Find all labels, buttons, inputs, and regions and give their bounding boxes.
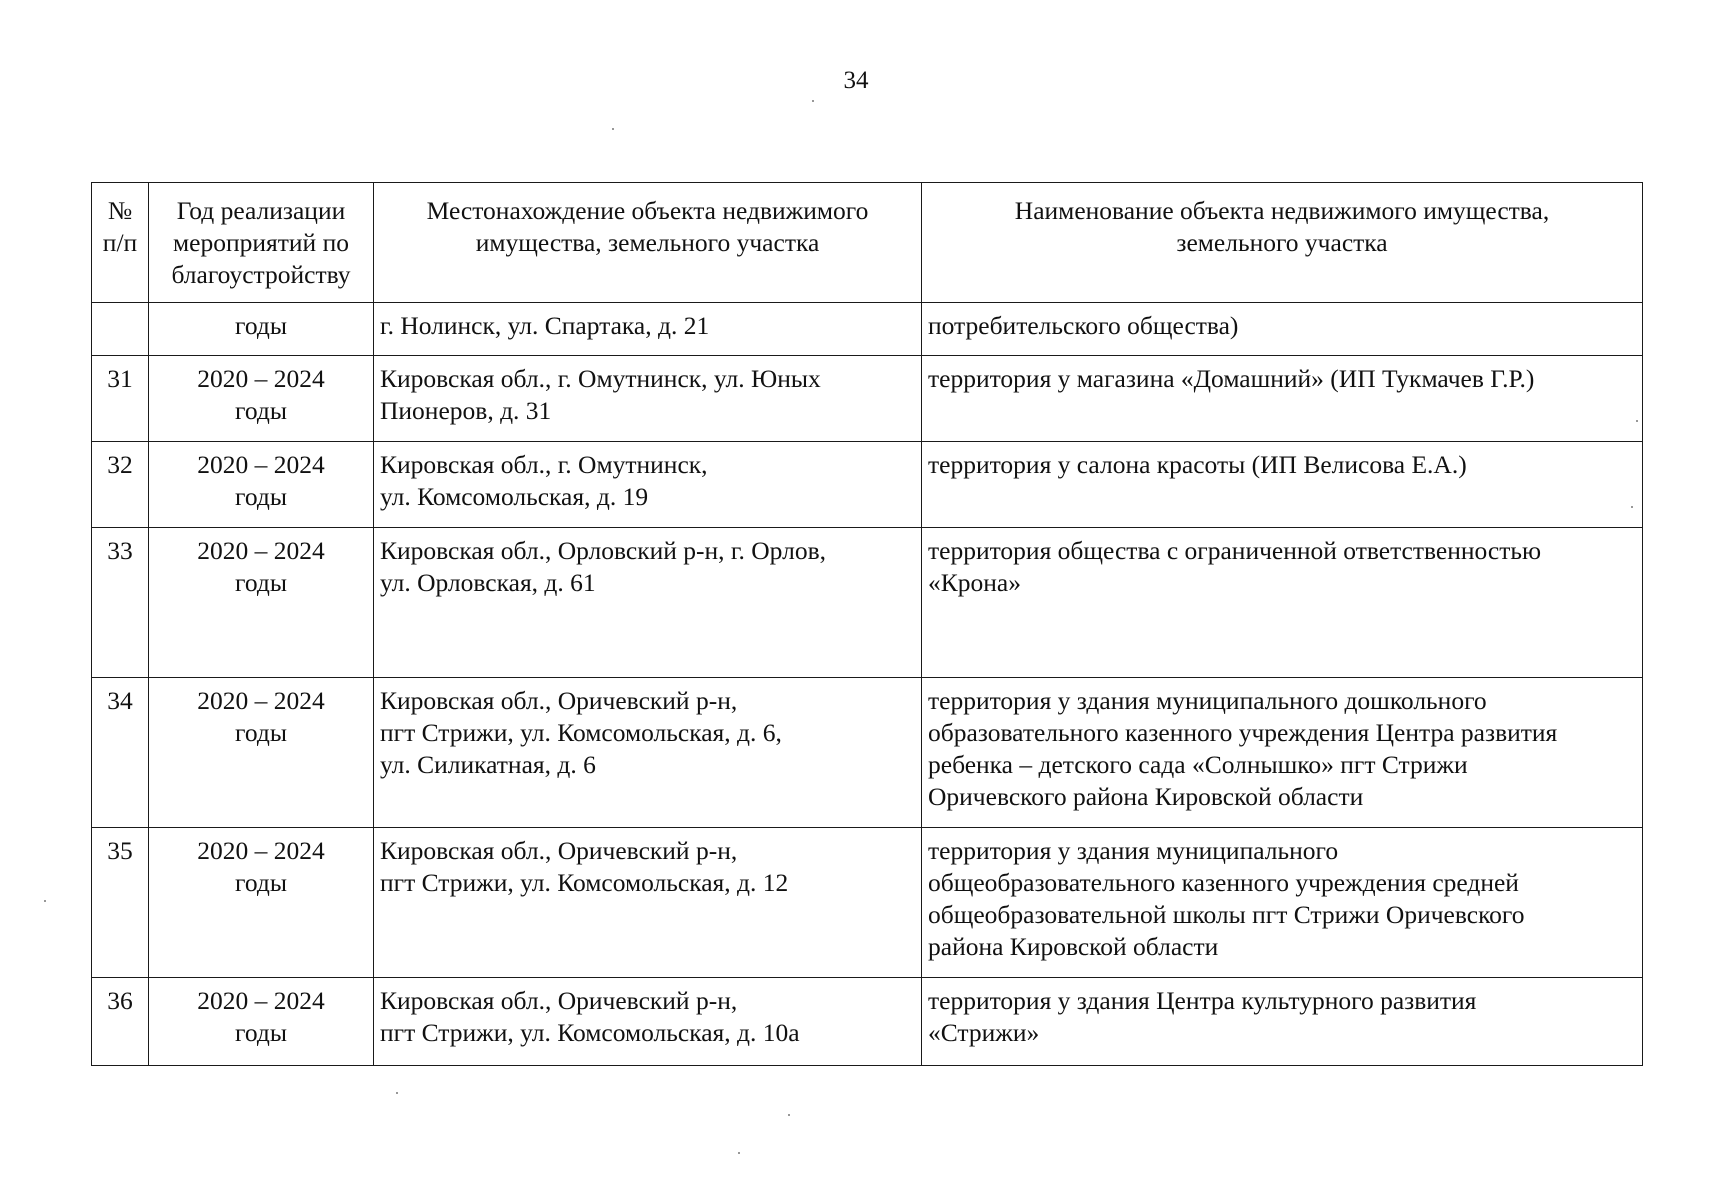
header-location-label: Местонахождение объекта недвижимого имущества, земельного участка: [426, 196, 869, 257]
property-table: [91, 182, 1643, 1066]
scan-speck: [44, 900, 46, 902]
cell-location: [374, 303, 922, 356]
cell-location-text: Кировская обл., Оричевский р-н, пгт Стрижи, ул. Комсомольская, д. 6, ул. Силикатная, д. 6: [380, 686, 782, 779]
header-number-label: № п/п: [102, 196, 138, 257]
cell-number: [92, 303, 149, 356]
header-location: [374, 183, 922, 303]
cell-number-text: 36: [107, 986, 133, 1015]
header-year: [149, 183, 374, 303]
cell-location: [374, 978, 922, 1066]
cell-location: [374, 828, 922, 978]
cell-year: [149, 528, 374, 678]
cell-year-text: 2020 – 2024 годы: [197, 836, 325, 897]
table-row-continuation: [92, 303, 1643, 356]
cell-year: [149, 678, 374, 828]
cell-object-name: [922, 828, 1643, 978]
cell-year-text: 2020 – 2024 годы: [197, 686, 325, 747]
cell-number-text: 33: [107, 536, 133, 565]
table-header-row: [92, 183, 1643, 303]
cell-year: [149, 978, 374, 1066]
scan-speck: [612, 128, 614, 130]
cell-location-text: Кировская обл., г. Омутнинск, ул. Комсомольская, д. 19: [380, 450, 708, 511]
cell-object-name: [922, 303, 1643, 356]
scan-speck: [1631, 506, 1633, 508]
cell-year: [149, 356, 374, 442]
header-year-label: Год реализации мероприятий по благоустройству: [171, 196, 351, 289]
header-name-label: Наименование объекта недвижимого имущества, земельного участка: [1014, 196, 1550, 257]
header-number: [92, 183, 149, 303]
cell-number-text: 34: [107, 686, 133, 715]
cell-number: [92, 678, 149, 828]
cell-object-name: [922, 528, 1643, 678]
cell-year-text: 2020 – 2024 годы: [197, 450, 325, 511]
cell-year-text: 2020 – 2024 годы: [197, 536, 325, 597]
cell-object-name: [922, 678, 1643, 828]
cell-location: [374, 678, 922, 828]
cell-object-name-text: территория общества с ограниченной ответственностью «Крона»: [928, 536, 1542, 597]
cell-year: [149, 442, 374, 528]
cell-location-text: Кировская обл., Оричевский р-н, пгт Стрижи, ул. Комсомольская, д. 10а: [380, 986, 800, 1047]
table-row-35: [92, 828, 1643, 978]
cell-location-text: Кировская обл., г. Омутнинск, ул. Юных Пионеров, д. 31: [380, 364, 821, 425]
cell-location-text: Кировская обл., Оричевский р-н, пгт Стрижи, ул. Комсомольская, д. 12: [380, 836, 789, 897]
header-name: [922, 183, 1643, 303]
cell-location: [374, 528, 922, 678]
cell-object-name-text: территория у магазина «Домашний» (ИП Тукмачев Г.Р.): [928, 364, 1535, 393]
scan-speck: [788, 1114, 790, 1116]
cell-number-text: 32: [107, 450, 133, 479]
table-row-36: [92, 978, 1643, 1066]
cell-object-name: [922, 978, 1643, 1066]
cell-location: [374, 356, 922, 442]
cell-object-name-text: потребительского общества): [928, 311, 1239, 340]
cell-location-text: Кировская обл., Орловский р-н, г. Орлов, ул. Орловская, д. 61: [380, 536, 826, 597]
cell-location: [374, 442, 922, 528]
cell-year-text: 2020 – 2024 годы: [197, 364, 325, 425]
scan-speck: [1636, 420, 1638, 422]
scan-speck: [812, 100, 814, 102]
scan-speck: [396, 1092, 398, 1094]
cell-number: [92, 978, 149, 1066]
cell-object-name-text: территория у здания муниципального общеобразовательного казенного учреждения средней общеобразовательной школы пгт Стрижи Оричевского района Кировской области: [928, 836, 1525, 961]
cell-year-text: годы: [235, 311, 287, 340]
cell-number: [92, 528, 149, 678]
cell-object-name: [922, 442, 1643, 528]
cell-object-name-text: территория у здания Центра культурного развития «Стрижи»: [928, 986, 1477, 1047]
scan-speck: [738, 1152, 740, 1154]
cell-object-name: [922, 356, 1643, 442]
table-row-32: [92, 442, 1643, 528]
table-row-31: [92, 356, 1643, 442]
table-row-34: [92, 678, 1643, 828]
cell-number: [92, 356, 149, 442]
cell-object-name-text: территория у здания муниципального дошкольного образовательного казенного учреждения Центра развития ребенка – детского сада «Солнышко» пгт Стрижи Оричевского района Кировской области: [928, 686, 1558, 811]
cell-year-text: 2020 – 2024 годы: [197, 986, 325, 1047]
cell-number-text: 35: [107, 836, 133, 865]
cell-number: [92, 828, 149, 978]
cell-object-name-text: территория у салона красоты (ИП Велисова Е.А.): [928, 450, 1467, 479]
page-number: 34: [843, 67, 869, 94]
cell-location-text: г. Нолинск, ул. Спартака, д. 21: [380, 311, 710, 340]
cell-number-text: 31: [107, 364, 133, 393]
cell-year: [149, 828, 374, 978]
cell-year: [149, 303, 374, 356]
cell-number: [92, 442, 149, 528]
table-row-33: [92, 528, 1643, 678]
